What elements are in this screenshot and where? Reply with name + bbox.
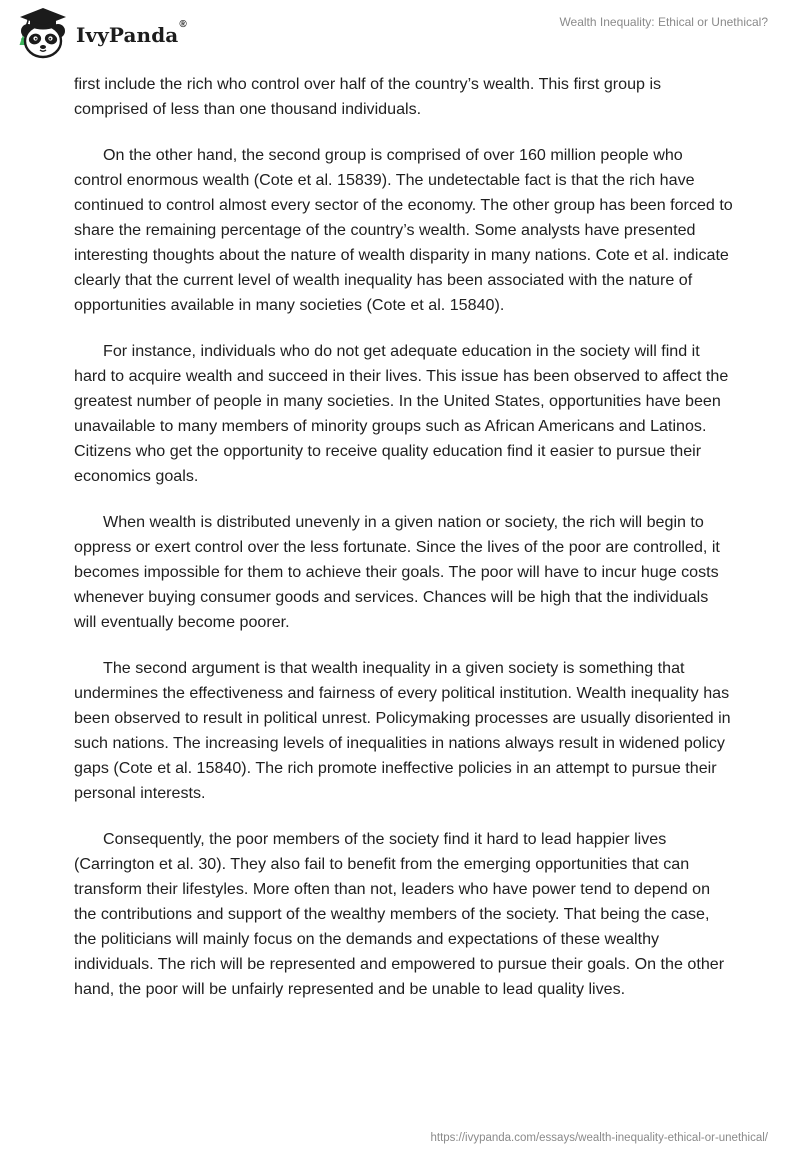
page-header: [0, 0, 800, 70]
brand-name-text: IvyPanda: [76, 23, 179, 47]
paragraph: The second argument is that wealth inequality in a given society is something that undermines the effectiveness and fairness of every political institution. Wealth inequality has been observed to result in political unrest. Policymaking processes are usually disoriented in such nations. The increasing levels of inequalities in nations always result in widened policy gaps (Cote et al. 15840). The rich promote ineffective policies in an attempt to pursue their personal interests.: [74, 659, 731, 802]
paragraph: When wealth is distributed unevenly in a given nation or society, the rich will begin to oppress or exert control over the less fortunate. Since the lives of the poor are controlled, it becomes impossible for them to achieve their goals. The poor will have to incur huge costs whenever buying consumer goods and services. Chances will be high that the individuals will eventually become poorer.: [74, 513, 720, 631]
paragraph: On the other hand, the second group is comprised of over 160 million people who control enormous wealth (Cote et al. 15839). The undetectable fact is that the rich have continued to control almost every sector of the economy. The other group has been forced to share the remaining percentage of the country’s wealth. Some analysts have presented interesting thoughts about the nature of wealth disparity in many nations. Cote et al. indicate clearly that the current level of wealth inequality has been associated with the nature of opportunities available in many societies (Cote et al. 15840).: [74, 146, 733, 314]
panda-graduate-icon: [14, 6, 72, 62]
brand-name: [76, 19, 187, 47]
paragraph: Consequently, the poor members of the society find it hard to lead happier lives (Carrington et al. 30). They also fail to benefit from the emerging opportunities that can transform their lifestyles. More often than not, leaders who have power tend to depend on the contributions and support of the wealthy members of the society. That being the case, the politicians will mainly focus on the demands and expectations of these wealthy individuals. The rich will be represented and empowered to pursue their goals. On the other hand, the poor will be unfairly represented and be unable to lead quality lives.: [74, 830, 725, 998]
registered-mark: ®: [179, 19, 187, 30]
ivypanda-logo[interactable]: [14, 6, 187, 62]
essay-body: [74, 72, 734, 1023]
paragraph: first include the rich who control over half of the country’s wealth. This first group is comprised of less than one thousand individuals.: [74, 75, 662, 118]
paragraph: For instance, individuals who do not get adequate education in the society will find it hard to acquire wealth and succeed in their lives. This issue has been observed to affect the greatest number of people in many societies. In the United States, opportunities have been unavailable to many members of minority groups such as African Americans and Latinos. Citizens who get the opportunity to receive quality education find it easier to pursue their economics goals.: [74, 342, 729, 485]
document-title: Wealth Inequality: Ethical or Unethical?: [559, 15, 768, 29]
source-url[interactable]: https://ivypanda.com/essays/wealth-inequality-ethical-or-unethical/: [430, 1132, 768, 1144]
